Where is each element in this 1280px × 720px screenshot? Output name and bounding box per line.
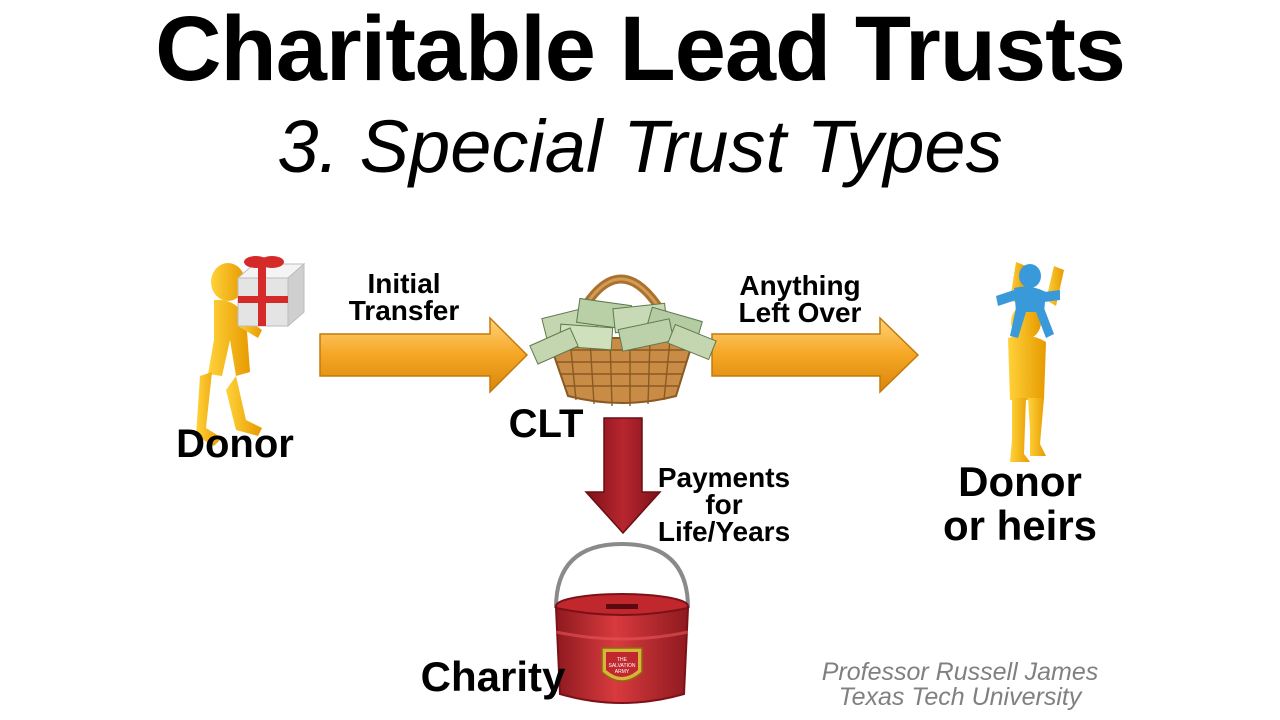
initial-transfer-line1: Initial <box>367 268 441 299</box>
heirs-label-line1: Donor <box>958 458 1082 505</box>
heirs-label-line2: or heirs <box>942 502 1098 549</box>
slide-title: Charitable Lead Trusts <box>155 0 1125 100</box>
credit-line2: Texas Tech University <box>838 683 1082 711</box>
charity-label: Charity <box>420 653 566 700</box>
money-basket-icon <box>530 279 716 406</box>
payments-label <box>642 464 806 545</box>
clt-label: CLT <box>508 402 584 446</box>
author-credit <box>790 660 1130 710</box>
initial-transfer-arrow <box>320 318 527 392</box>
payments-line1: Payments <box>657 462 791 493</box>
payments-line3: Life/Years <box>657 516 791 547</box>
heirs-label <box>920 460 1120 548</box>
charity-bucket-icon <box>556 544 688 703</box>
heirs-figure-icon <box>996 262 1064 462</box>
leftover-arrow <box>712 318 918 392</box>
initial-transfer-label <box>322 270 486 324</box>
gift-box-icon <box>238 256 304 326</box>
credit-line1: Professor Russell James <box>821 658 1099 686</box>
donor-figure-icon <box>196 256 304 446</box>
donor-label: Donor <box>176 422 294 466</box>
leftover-label <box>718 272 882 326</box>
payments-line2: for <box>705 489 743 520</box>
slide-subtitle: 3. Special Trust Types <box>277 105 1003 188</box>
bucket-text-line2: SALVATION <box>608 663 636 669</box>
leftover-line2: Left Over <box>738 297 862 328</box>
leftover-line1: Anything <box>739 270 861 301</box>
bucket-text-line1: THE <box>617 657 627 663</box>
initial-transfer-line2: Transfer <box>348 295 460 326</box>
bucket-text-line3: ARMY <box>614 669 630 675</box>
